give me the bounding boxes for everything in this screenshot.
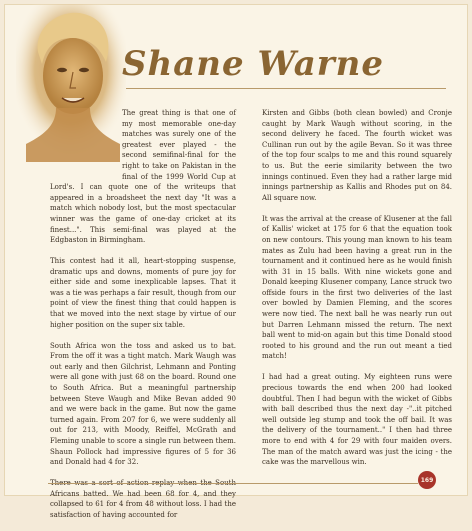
paragraph: This contest had it all, heart-stopping suspense, dramatic ups and downs, moments of pure joy for either side and some inexplicable lapses. That it was a tie was perhaps a fair result, though from our point of view the finest thing that could happen is that we moved into the next stage by virtue of our higher position on the super six table. [50, 257, 236, 329]
footer-divider [48, 483, 418, 484]
page-title: Shane Warne [122, 44, 385, 84]
left-column [50, 108, 236, 531]
title-divider [126, 88, 446, 89]
paragraph: I had had a great outing. My eighteen runs were precious towards the end when 200 had looked doubtful. Then I had begun with the wicket of Gibbs with ball described thus the next day -"..it pitched well outside leg stump and took the off bail. It was the delivery of the tournament.." I then had three more to end with 4 for 29 with four maiden overs. The man of the match award was just the icing - the cake was the marvellous win. [262, 373, 452, 467]
paragraph: The great thing is that one of my most memorable one-day matches was surely one of the greatest ever played - the second semifinal-final for the right to take on Pakistan in the final of the 1999 World Cup at Lord's. I can quote one of the writeups that appeared in a broadsheet the next day "It was a match which nobody lost, but the most spectacular winner was the game of one-day cricket at its finest...". This semi-final was played at the Edgbaston in Birmingham. [50, 109, 236, 245]
paragraph: Africans batted. We had been 68 for 4, and they collapsed to 61 for 4 from 48 without loss. I had the satisfaction of having accounted for [50, 489, 236, 519]
paragraph: South Africa won the toss and asked us to bat. From the off it was a tight match. Mark Waugh was out early and then Gilchrist, Lehmann and Ponting were all gone with just 68 on the board. Round one to South Africa. But a meaningful partnership between Steve Waugh and Mike Bevan added 90 and we were back in the game. But now the game turned again. From 207 for 6, we were suddenly all out for 213, with Moody, Reiffel, McGrath and Fleming unable to score a single run between them. Shaun Pollock had impressive figures of 5 for 36 and Donald had 4 for 32. [50, 341, 236, 467]
right-column [262, 108, 452, 478]
portrait-wrap-spacer [50, 108, 122, 178]
paragraph: Kirsten and Gibbs (both clean bowled) and Cronje caught by Mark Waugh without scoring, in the second delivery he faced. The fourth wicket was Cullinan run out by the agile Bevan. So it was three of the top four scalps to me and this round squarely to us. But the eerie similarity between the two innings continued. Even they had a rather large mid innings partnership as Kallis and Rhodes put on 84. All square now. [262, 109, 452, 202]
page [4, 4, 468, 519]
paragraph: It was the arrival at the crease of Klusener at the fall of Kallis' wicket at 175 for 6 that the equation took on new contours. This young man known to his team mates as Zulu had been having a great run in the tournament and it continued here as he would finish with 31 in 15 balls. With nine wickets gone and Donald keeping Klusener company, Lance struck two offside fours in the first two deliveries of the last over bowled by Damien Fleming, and the scores were now tied. The next ball he was nearly run out but Darren Lehmann missed the return. The next ball went to mid-on again but this time Donald stood rooted to his ground and the run out meant a tied match! [262, 214, 452, 361]
page-number-badge: 169 [418, 471, 436, 489]
